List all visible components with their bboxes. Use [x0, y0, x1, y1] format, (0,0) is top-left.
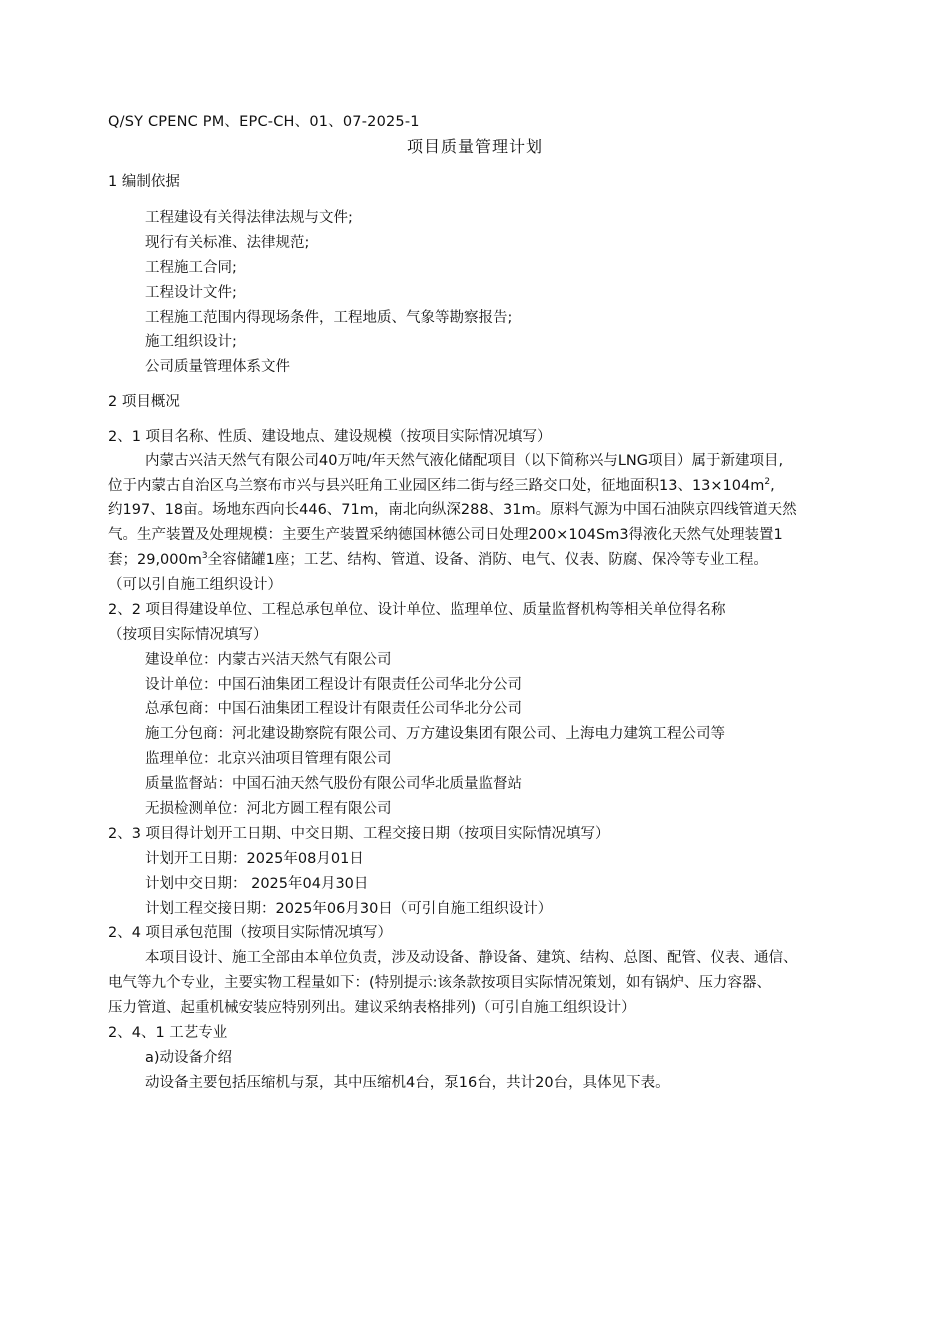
section-2-2-heading: 2、2 项目得建设单位、工程总承包单位、设计单位、监理单位、质量监督机构等相关单位得名称	[108, 602, 726, 618]
section-1-heading: 1 编制依据	[108, 174, 180, 190]
overview-paragraph-line: 套；$29,000m^3$全容储罐1座；工艺、结构、管道、设备、消防、电气、仪表、防腐、保冷等专业工程。	[108, 551, 768, 568]
section-2-4-heading: 2、4 项目承包范围（按项目实际情况填写）	[108, 925, 393, 941]
document-title: 项目质量管理计划	[406, 137, 543, 156]
unit-item: 质量监督站：中国石油天然气股份有限公司华北质量监督站	[145, 776, 522, 792]
unit-item: 无损检测单位：河北方圆工程有限公司	[145, 801, 392, 817]
schedule-item: 计划中交日期： 2025年04月30日	[145, 876, 369, 892]
scope-paragraph-line: 电气等九个专业，主要实物工程量如下：(特别提示:该条款按项目实际情况策划，如有锅炉、压力容器、	[108, 975, 772, 991]
section-2-heading: 2 项目概况	[108, 394, 180, 410]
section-2-3-heading: 2、3 项目得计划开工日期、中交日期、工程交接日期（按项目实际情况填写）	[108, 826, 610, 842]
overview-paragraph-line: 气。生产装置及处理规模：主要生产装置采纳德国林德公司日处理200×104Sm3得液化天然气处理装置1	[108, 527, 783, 543]
scope-paragraph-line: 压力管道、起重机械安装应特别列出。建议采纳表格排列)（可引自施工组织设计）	[108, 1000, 636, 1016]
unit-item: 施工分包商：河北建设勘察院有限公司、万方建设集团有限公司、上海电力建筑工程公司等	[145, 726, 725, 742]
unit-item: 总承包商：中国石油集团工程设计有限责任公司华北分公司	[145, 701, 522, 717]
overview-paragraph-line: 约197、18亩。场地东西向长446、71m，南北向纵深288、31m。原料气源为中国石油陕京四线管道天然	[108, 502, 797, 518]
basis-item: 工程施工合同;	[145, 260, 237, 276]
subsection-label: a)动设备介绍	[145, 1050, 233, 1066]
basis-item: 工程建设有关得法律法规与文件;	[145, 210, 353, 226]
basis-item: 现行有关标准、法律规范;	[145, 235, 310, 251]
overview-paragraph-line: 位于内蒙古自治区乌兰察布市兴与县兴旺角工业园区纬二街与经三路交口处，征地面积13、$13\times 104m^2$,	[108, 477, 775, 494]
scope-paragraph-line: 本项目设计、施工全部由本单位负责，涉及动设备、静设备、建筑、结构、总图、配管、仪表、通信、	[145, 950, 798, 966]
basis-item: 公司质量管理体系文件	[145, 359, 290, 375]
overview-paragraph-line: 内蒙古兴洁天然气有限公司40万吨/年天然气液化储配项目（以下简称兴与LNG项目）属于新建项目,	[145, 453, 784, 469]
unit-item: 设计单位：中国石油集团工程设计有限责任公司华北分公司	[145, 677, 522, 693]
unit-item: 监理单位：北京兴油项目管理有限公司	[145, 751, 392, 767]
schedule-item: 计划工程交接日期：2025年06月30日（可引自施工组织设计）	[145, 901, 553, 917]
document-code: Q/SY CPENC PM、EPC-CH、01、07-2025-1	[108, 114, 420, 130]
section-2-1-heading: 2、1 项目名称、性质、建设地点、建设规模（按项目实际情况填写）	[108, 429, 552, 445]
basis-item: 工程施工范围内得现场条件，工程地质、气象等勘察报告;	[145, 310, 513, 326]
schedule-item: 计划开工日期：2025年08月01日	[145, 851, 364, 867]
section-2-4-1-heading: 2、4、1 工艺专业	[108, 1025, 228, 1041]
basis-item: 施工组织设计;	[145, 334, 237, 350]
basis-item: 工程设计文件;	[145, 285, 237, 301]
overview-paragraph-line: （可以引自施工组织设计）	[108, 577, 282, 593]
unit-item: 建设单位：内蒙古兴洁天然气有限公司	[145, 652, 392, 668]
section-2-2-heading-cont: （按项目实际情况填写）	[108, 627, 268, 643]
equipment-paragraph: 动设备主要包括压缩机与泵，其中压缩机4台，泵16台，共计20台，具体见下表。	[145, 1075, 670, 1091]
